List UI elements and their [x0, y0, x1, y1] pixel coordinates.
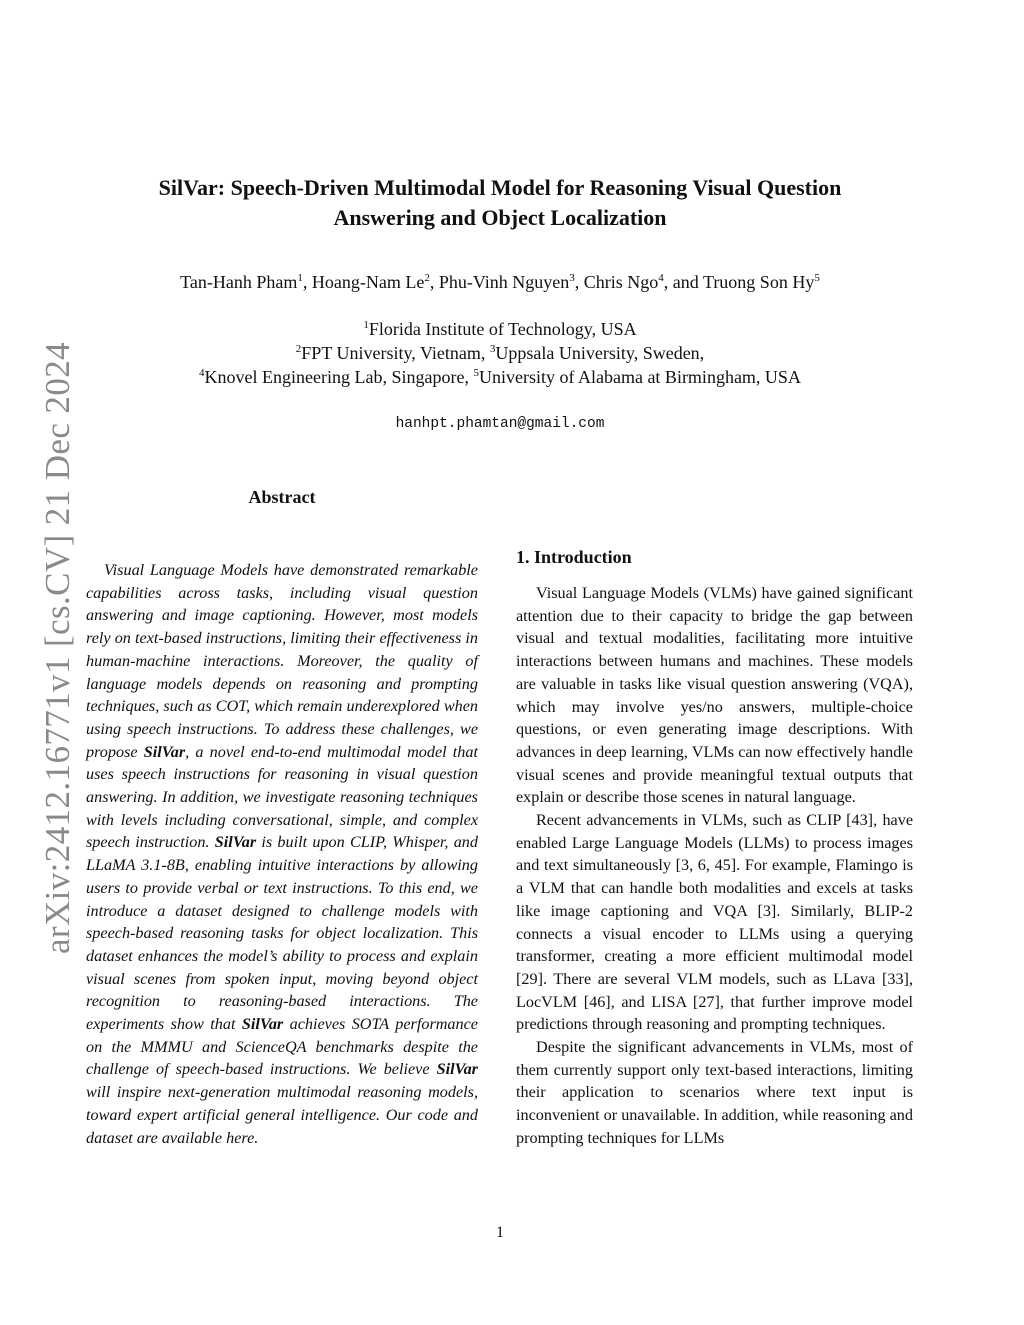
author-name: Hoang-Nam Le	[311, 272, 425, 292]
author-affil-mark: 2	[424, 272, 430, 284]
affiliation-mark: 3	[489, 343, 496, 355]
author-name: Chris Ngo	[583, 272, 659, 292]
abstract-text: achieves SOTA performance on the MMMU and ScienceQA benchmarks despite the challenge of speech-based instructions. We believe	[86, 1015, 478, 1079]
title-line-1: SilVar: Speech-Driven Multimodal Model for Reasoning Visual Question	[158, 175, 842, 200]
author-affil-mark: 4	[658, 272, 664, 284]
author-separator: ,	[302, 272, 312, 292]
affiliation-mark: 2	[295, 343, 302, 355]
abstract-text: , a novel end-to-end multimodal model that uses speech instructions for reasoning in visual question answering. In addition, we investigate reasoning techniques with levels including conversational, simple, and complex speech instruction.	[86, 742, 478, 852]
affiliation-line	[80, 317, 920, 341]
model-name-emphasis: SilVar	[143, 742, 186, 761]
author-affil-mark: 1	[297, 272, 303, 284]
introduction-paragraph: Recent advancements in VLMs, such as CLIP [43], have enabled Large Language Models (LLMs) to process images and text simultaneously [3, 6, 45]. For example, Flamingo is a VLM that can handle both modalities and excels at tasks like image captioning and VQA [3]. Similarly, BLIP-2 connects a visual encoder to LLMs using a querying transformer, creating a more efficient multimodal model [29]. There are several VLM models, such as LLava [33], LocVLM [46], and LISA [27], that further improve model predictions through reasoning and prompting techniques.	[516, 811, 913, 1034]
introduction-paragraph: Visual Language Models (VLMs) have gained significant attention due to their capacity to bridge the gap between visual and textual modalities, facilitating more intuitive interactions between humans and machines. These models are valuable in tasks like visual question answering (VQA), which may involve yes/no answers, multiple-choice questions, or even generating image descriptions. With advances in deep learning, VLMs can now effectively handle visual scenes and provide meaningful textual outputs that explain or describe those scenes in natural language.	[516, 584, 913, 807]
title-line-2: Answering and Object Localization	[333, 205, 667, 230]
author-name: Truong Son Hy	[702, 272, 815, 292]
affiliation-mark: 4	[199, 367, 205, 379]
affiliation-text: Knovel Engineering Lab, Singapore,	[204, 367, 474, 387]
author-separator: ,	[574, 272, 584, 292]
abstract-heading: Abstract	[248, 487, 316, 507]
abstract-text: Visual Language Models have demonstrated remarkable capabilities across tasks, including visual question answering and image captioning. However, most models rely on text-based instructions, limiting their effectiveness in human-machine interactions. Moreover, the quality of language models depends on reasoning and prompting techniques, such as COT, which remain underexplored when using speech instructions. To address these challenges, we propose	[86, 561, 478, 761]
paper-title	[110, 173, 890, 233]
affiliation-text: Uppsala University, Sweden,	[495, 343, 705, 363]
author-name: Phu-Vinh Nguyen	[438, 272, 570, 292]
affiliation-text: Florida Institute of Technology, USA	[368, 319, 637, 339]
author-list	[80, 270, 920, 294]
affiliation-line	[80, 341, 920, 365]
abstract-text: is built upon CLIP, Whisper, and LLaMA 3.1-8B, enabling intuitive interactions by allowing users to provide verbal or text instructions. To this end, we introduce a dataset designed to challenge models with speech-based reasoning tasks for object localization. This dataset enhances the model’s ability to process and explain visual scenes from spoken input, moving beyond object recognition to reasoning-based interactions. The experiments show that	[86, 833, 478, 1034]
affiliations	[80, 317, 920, 389]
introduction-body	[516, 582, 913, 1150]
introduction-heading: 1. Introduction	[516, 547, 632, 567]
affiliation-line	[80, 365, 920, 389]
arxiv-side-stamp: arXiv:2412.16771v1 [cs.CV] 21 Dec 2024	[38, 341, 77, 955]
model-name-emphasis: SilVar	[214, 833, 257, 852]
abstract-text: will inspire next-generation multimodal reasoning models, toward expert artificial general intelligence. Our code and dataset are available here.	[86, 1083, 478, 1147]
author-name: Tan-Hanh Pham	[180, 272, 298, 292]
contact-email[interactable]: hanhpt.phamtan@gmail.com	[395, 416, 605, 432]
author-affil-mark: 5	[814, 272, 820, 284]
author-separator: ,	[429, 272, 439, 292]
affiliation-mark: 1	[363, 319, 369, 331]
affiliation-text: FPT University, Vietnam,	[301, 343, 490, 363]
model-name-emphasis: SilVar	[241, 1015, 284, 1034]
author-affil-mark: 3	[569, 272, 575, 284]
model-name-emphasis: SilVar	[436, 1060, 478, 1079]
page-number: 1	[496, 1224, 504, 1241]
affiliation-text: University of Alabama at Birmingham, USA	[478, 367, 801, 387]
author-separator: , and	[663, 272, 703, 292]
introduction-paragraph: Despite the significant advancements in VLMs, most of them currently support only text-based interactions, limiting their application to scenarios where text input is inconvenient or unavailable. In addition, while reasoning and prompting techniques for LLMs	[516, 1038, 913, 1147]
abstract-body	[86, 559, 478, 1149]
affiliation-mark: 5	[473, 367, 479, 379]
